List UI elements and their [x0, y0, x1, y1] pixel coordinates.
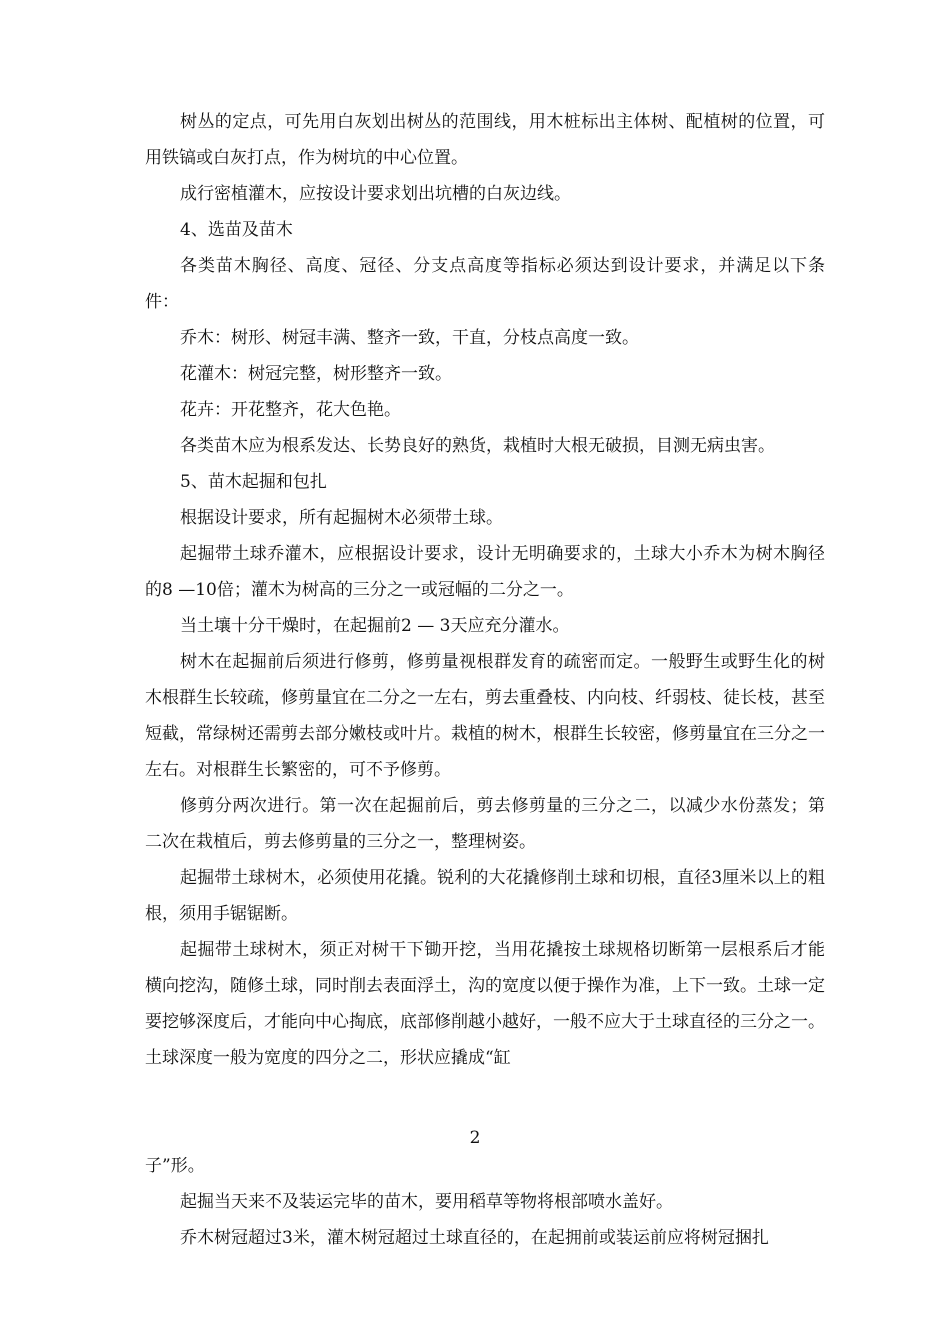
paragraph-flowering-shrubs: 花灌木：树冠完整，树形整齐一致。	[180, 364, 452, 384]
paragraph-continuation: 子”形。	[145, 1156, 205, 1176]
paragraph-tree-cluster-layout: 树丛的定点，可先用白灰划出树丛的范围线，用木桩标出主体树、配植树的位置，可用铁镐或白灰打点，作为树坑的中心位置。	[145, 112, 825, 168]
paragraph-trees: 乔木：树形、树冠丰满、整齐一致，干直，分枝点高度一致。	[180, 328, 639, 348]
paragraph-soil-ball-required: 根据设计要求，所有起掘树木必须带土球。	[180, 508, 503, 528]
section-heading-excavation-wrapping: 5、苗木起掘和包扎	[180, 472, 327, 492]
paragraph-shrub-rows: 成行密植灌木，应按设计要求划出坑槽的白灰边线。	[180, 184, 571, 204]
paragraph-excavation-method: 起掘带土球树木，须正对树干下锄开挖，当用花撬按土球规格切断第一层根系后才能横向挖沟，随修土球，同时削去表面浮土，沟的宽度以便于操作为准，上下一致。土球一定要挖够深度后，才能向中心掏底，底部修削越小越好，一般不应大于土球直径的三分之一。土球深度一般为宽度的四分之二，形状应撬成“缸	[145, 940, 825, 1068]
paragraph-watering: 当土壤十分干燥时，在起掘前2 — 3天应充分灌水。	[180, 616, 570, 636]
paragraph-root-health: 各类苗木应为根系发达、长势良好的熟货，栽植时大根无破损，目测无病虫害。	[180, 436, 775, 456]
page-number: 2	[469, 1128, 481, 1148]
section-heading-seedling-selection: 4、选苗及苗木	[180, 220, 293, 240]
paragraph-seedling-requirements: 各类苗木胸径、高度、冠径、分支点高度等指标必须达到设计要求，并满足以下条件：	[145, 256, 825, 312]
paragraph-spade-usage: 起掘带土球树木，必须使用花撬。锐利的大花撬修削土球和切根，直径3厘米以上的粗根，须用手锯锯断。	[145, 868, 825, 924]
paragraph-crown-binding: 乔木树冠超过3米，灌木树冠超过土球直径的，在起拥前或装运前应将树冠捆扎	[180, 1228, 769, 1248]
paragraph-covering-roots: 起掘当天来不及装运完毕的苗木，要用稻草等物将根部喷水盖好。	[180, 1192, 673, 1212]
paragraph-pruning-stages: 修剪分两次进行。第一次在起掘前后，剪去修剪量的三分之二，以减少水份蒸发；第二次在栽植后，剪去修剪量的三分之一，整理树姿。	[145, 796, 825, 852]
paragraph-soil-ball-size: 起掘带土球乔灌木，应根据设计要求，设计无明确要求的，土球大小乔木为树木胸径的8 —10倍；灌木为树高的三分之一或冠幅的二分之一。	[145, 544, 825, 600]
paragraph-pruning: 树木在起掘前后须进行修剪，修剪量视根群发育的疏密而定。一般野生或野生化的树木根群生长较疏，修剪量宜在二分之一左右，剪去重叠枝、内向枝、纤弱枝、徒长枝，甚至短截，常绿树还需剪去部分嫩枝或叶片。栽植的树木，根群生长较密，修剪量宜在三分之一左右。对根群生长繁密的，可不予修剪。	[145, 652, 825, 780]
paragraph-flowers: 花卉：开花整齐，花大色艳。	[180, 400, 401, 420]
